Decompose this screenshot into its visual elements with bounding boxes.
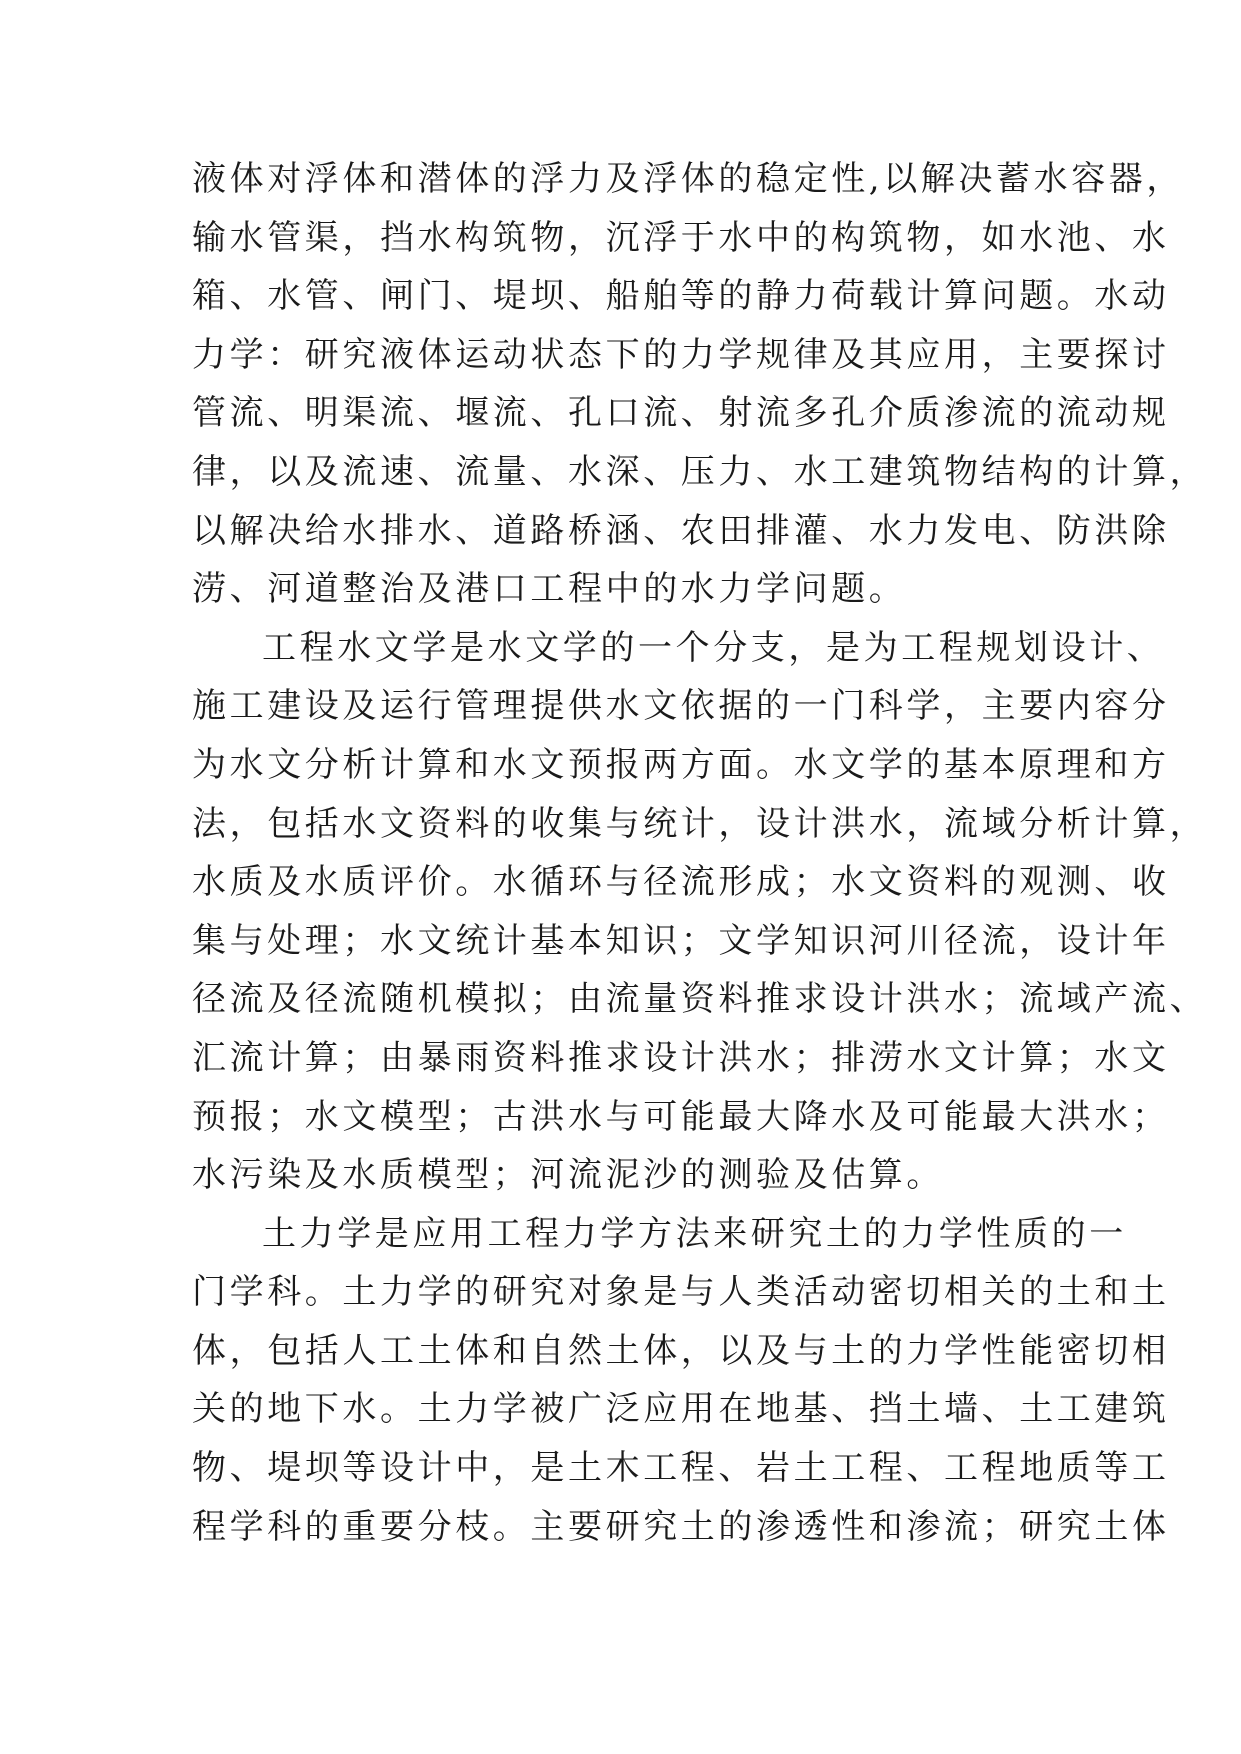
paragraph-soil-mechanics	[192, 1205, 1170, 1557]
text-line: 管流、明渠流、堰流、孔口流、射流多孔介质渗流的流动规	[192, 393, 1170, 434]
text-line: 物、堤坝等设计中，是土木工程、岩土工程、工程地质等工	[192, 1448, 1170, 1489]
paragraph-engineering-hydrology	[192, 619, 1208, 1205]
text-line: 输水管渠，挡水构筑物，沉浮于水中的构筑物，如水池、水	[192, 217, 1170, 258]
text-line: 门学科。土力学的研究对象是与人类活动密切相关的土和土	[192, 1272, 1170, 1313]
text-line: 程学科的重要分枝。主要研究土的渗透性和渗流；研究土体	[192, 1506, 1170, 1547]
text-line: 预报；水文模型；古洪水与可能最大降水及可能最大洪水；	[192, 1096, 1170, 1137]
paragraph-hydraulics	[192, 150, 1208, 619]
text-line: 关的地下水。土力学被广泛应用在地基、挡土墙、土工建筑	[192, 1389, 1170, 1430]
text-line: 径流及径流随机模拟；由流量资料推求设计洪水；流域产流、	[192, 979, 1208, 1020]
text-line: 液体对浮体和潜体的浮力及浮体的稳定性,以解决蓄水容器，	[192, 159, 1185, 199]
document-page	[192, 150, 1208, 1556]
text-line: 箱、水管、闸门、堤坝、船舶等的静力荷载计算问题。水动	[192, 276, 1170, 317]
text-line: 法，包括水文资料的收集与统计，设计洪水，流域分析计算，	[192, 803, 1208, 844]
text-line: 工程水文学是水文学的一个分支，是为工程规划设计、	[262, 627, 1165, 668]
text-line: 施工建设及运行管理提供水文依据的一门科学，主要内容分	[192, 686, 1170, 727]
text-line: 水质及水质评价。水循环与径流形成；水文资料的观测、收	[192, 862, 1170, 903]
text-line: 涝、河道整治及港口工程中的水力学问题。	[192, 569, 907, 610]
text-line: 土力学是应用工程力学方法来研究土的力学性质的一	[262, 1213, 1127, 1254]
text-line: 律，以及流速、流量、水深、压力、水工建筑物结构的计算，	[192, 451, 1208, 492]
text-line: 汇流计算；由暴雨资料推求设计洪水；排涝水文计算；水文	[192, 1037, 1170, 1078]
text-line: 力学：研究液体运动状态下的力学规律及其应用，主要探讨	[192, 334, 1170, 375]
text-line: 为水文分析计算和水文预报两方面。水文学的基本原理和方	[192, 744, 1170, 785]
text-line: 水污染及水质模型；河流泥沙的测验及估算。	[192, 1155, 944, 1196]
text-line: 体，包括人工土体和自然土体，以及与土的力学性能密切相	[192, 1330, 1170, 1371]
text-line: 集与处理；水文统计基本知识；文学知识河川径流，设计年	[192, 920, 1170, 961]
text-line: 以解决给水排水、道路桥涵、农田排灌、水力发电、防洪除	[192, 510, 1170, 551]
